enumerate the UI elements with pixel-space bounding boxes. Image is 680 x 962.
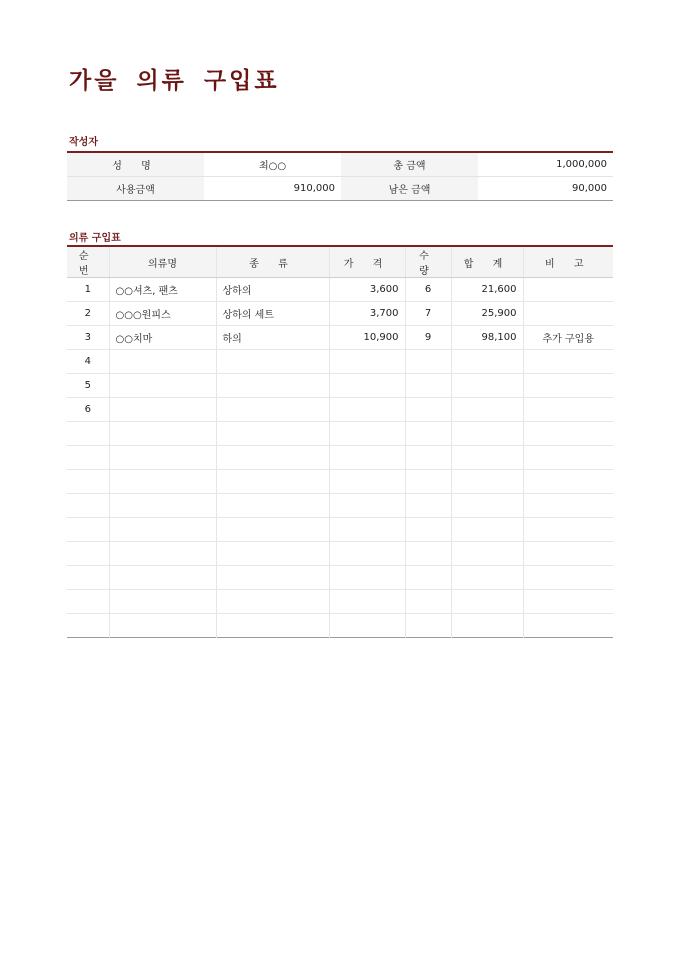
row-price bbox=[329, 398, 405, 422]
row-type bbox=[216, 614, 329, 638]
row-note bbox=[523, 470, 613, 494]
row-qty bbox=[405, 470, 451, 494]
row-no: 2 bbox=[67, 302, 109, 326]
row-name bbox=[109, 446, 216, 470]
row-name bbox=[109, 542, 216, 566]
row-total bbox=[451, 614, 523, 638]
table-row bbox=[67, 422, 613, 446]
table-row bbox=[67, 614, 613, 638]
row-qty: 7 bbox=[405, 302, 451, 326]
row-name bbox=[109, 470, 216, 494]
table-row bbox=[67, 350, 613, 374]
col-header-qty: 수 량 bbox=[405, 246, 451, 278]
col-header-price: 가 격 bbox=[329, 246, 405, 278]
row-total bbox=[451, 398, 523, 422]
row-price bbox=[329, 350, 405, 374]
row-qty bbox=[405, 542, 451, 566]
row-type bbox=[216, 590, 329, 614]
row-note: 추가 구입용 bbox=[523, 326, 613, 350]
row-no bbox=[67, 566, 109, 590]
row-qty: 6 bbox=[405, 278, 451, 302]
row-no: 5 bbox=[67, 374, 109, 398]
row-type: 상하의 세트 bbox=[216, 302, 329, 326]
table-row bbox=[67, 566, 613, 590]
row-type bbox=[216, 446, 329, 470]
row-name bbox=[109, 518, 216, 542]
row-name: ○○셔츠, 팬츠 bbox=[109, 278, 216, 302]
row-no bbox=[67, 446, 109, 470]
author-table bbox=[67, 151, 613, 201]
row-no: 6 bbox=[67, 398, 109, 422]
row-type bbox=[216, 542, 329, 566]
table-row bbox=[67, 494, 613, 518]
row-note bbox=[523, 590, 613, 614]
row-type bbox=[216, 494, 329, 518]
row-type bbox=[216, 350, 329, 374]
row-total bbox=[451, 422, 523, 446]
row-no bbox=[67, 494, 109, 518]
row-name bbox=[109, 590, 216, 614]
row-qty bbox=[405, 566, 451, 590]
row-total bbox=[451, 590, 523, 614]
row-type bbox=[216, 566, 329, 590]
purchase-list-table bbox=[67, 245, 613, 638]
row-qty bbox=[405, 374, 451, 398]
used-amount-label: 사용금액 bbox=[67, 177, 204, 201]
col-header-type: 종 류 bbox=[216, 246, 329, 278]
row-type bbox=[216, 470, 329, 494]
name-label: 성 명 bbox=[67, 152, 204, 177]
row-total: 21,600 bbox=[451, 278, 523, 302]
remaining-amount-value: 90,000 bbox=[478, 177, 613, 201]
row-no bbox=[67, 518, 109, 542]
col-header-name: 의류명 bbox=[109, 246, 216, 278]
row-qty: 9 bbox=[405, 326, 451, 350]
row-total bbox=[451, 542, 523, 566]
row-total: 98,100 bbox=[451, 326, 523, 350]
row-type bbox=[216, 422, 329, 446]
table-row bbox=[67, 518, 613, 542]
row-price bbox=[329, 614, 405, 638]
author-row-2 bbox=[67, 177, 613, 201]
table-row bbox=[67, 374, 613, 398]
row-name: ○○○원피스 bbox=[109, 302, 216, 326]
row-type: 상하의 bbox=[216, 278, 329, 302]
row-name bbox=[109, 398, 216, 422]
row-price bbox=[329, 446, 405, 470]
row-price bbox=[329, 374, 405, 398]
col-header-note: 비 고 bbox=[523, 246, 613, 278]
row-price: 3,700 bbox=[329, 302, 405, 326]
row-note bbox=[523, 302, 613, 326]
used-amount-value: 910,000 bbox=[204, 177, 341, 201]
row-qty bbox=[405, 494, 451, 518]
row-name bbox=[109, 614, 216, 638]
row-total bbox=[451, 446, 523, 470]
author-row-1 bbox=[67, 152, 613, 177]
row-note bbox=[523, 278, 613, 302]
row-type bbox=[216, 374, 329, 398]
row-total bbox=[451, 470, 523, 494]
row-no bbox=[67, 614, 109, 638]
row-qty bbox=[405, 398, 451, 422]
row-total bbox=[451, 494, 523, 518]
row-note bbox=[523, 398, 613, 422]
row-price bbox=[329, 590, 405, 614]
table-row bbox=[67, 302, 613, 326]
table-row bbox=[67, 326, 613, 350]
row-total bbox=[451, 350, 523, 374]
table-body bbox=[67, 278, 613, 638]
row-name bbox=[109, 566, 216, 590]
row-no: 1 bbox=[67, 278, 109, 302]
row-note bbox=[523, 374, 613, 398]
table-row bbox=[67, 278, 613, 302]
row-qty bbox=[405, 590, 451, 614]
row-price: 10,900 bbox=[329, 326, 405, 350]
row-qty bbox=[405, 446, 451, 470]
row-no: 3 bbox=[67, 326, 109, 350]
row-name bbox=[109, 374, 216, 398]
row-type bbox=[216, 398, 329, 422]
row-note bbox=[523, 494, 613, 518]
row-qty bbox=[405, 422, 451, 446]
row-note bbox=[523, 566, 613, 590]
row-note bbox=[523, 518, 613, 542]
row-no bbox=[67, 470, 109, 494]
page-title: 가을 의류 구입표 bbox=[69, 68, 280, 94]
purchase-list-label: 의류 구입표 bbox=[69, 233, 121, 244]
row-price bbox=[329, 422, 405, 446]
row-no bbox=[67, 590, 109, 614]
row-name bbox=[109, 422, 216, 446]
row-name: ○○치마 bbox=[109, 326, 216, 350]
row-no bbox=[67, 542, 109, 566]
row-note bbox=[523, 446, 613, 470]
remaining-amount-label: 남은 금액 bbox=[341, 177, 478, 201]
row-price bbox=[329, 494, 405, 518]
name-value: 최○○ bbox=[258, 161, 287, 172]
row-note bbox=[523, 422, 613, 446]
table-row bbox=[67, 590, 613, 614]
row-total bbox=[451, 518, 523, 542]
author-section-label: 작성자 bbox=[69, 137, 98, 148]
row-note bbox=[523, 614, 613, 638]
row-name bbox=[109, 494, 216, 518]
col-header-no: 순 번 bbox=[67, 246, 109, 278]
row-qty bbox=[405, 518, 451, 542]
row-qty bbox=[405, 614, 451, 638]
row-total bbox=[451, 374, 523, 398]
row-price bbox=[329, 542, 405, 566]
row-price bbox=[329, 566, 405, 590]
table-row bbox=[67, 542, 613, 566]
row-type: 하의 bbox=[216, 326, 329, 350]
row-price: 3,600 bbox=[329, 278, 405, 302]
table-header-row bbox=[67, 246, 613, 278]
row-no: 4 bbox=[67, 350, 109, 374]
row-total: 25,900 bbox=[451, 302, 523, 326]
col-header-total: 합 계 bbox=[451, 246, 523, 278]
row-price bbox=[329, 518, 405, 542]
table-row bbox=[67, 470, 613, 494]
row-note bbox=[523, 350, 613, 374]
row-type bbox=[216, 518, 329, 542]
row-qty bbox=[405, 350, 451, 374]
table-row bbox=[67, 446, 613, 470]
table-row bbox=[67, 398, 613, 422]
row-no bbox=[67, 422, 109, 446]
total-amount-value: 1,000,000 bbox=[556, 159, 607, 170]
total-amount-label: 총 금액 bbox=[341, 152, 478, 177]
row-total bbox=[451, 566, 523, 590]
row-name bbox=[109, 350, 216, 374]
row-note bbox=[523, 542, 613, 566]
row-price bbox=[329, 470, 405, 494]
